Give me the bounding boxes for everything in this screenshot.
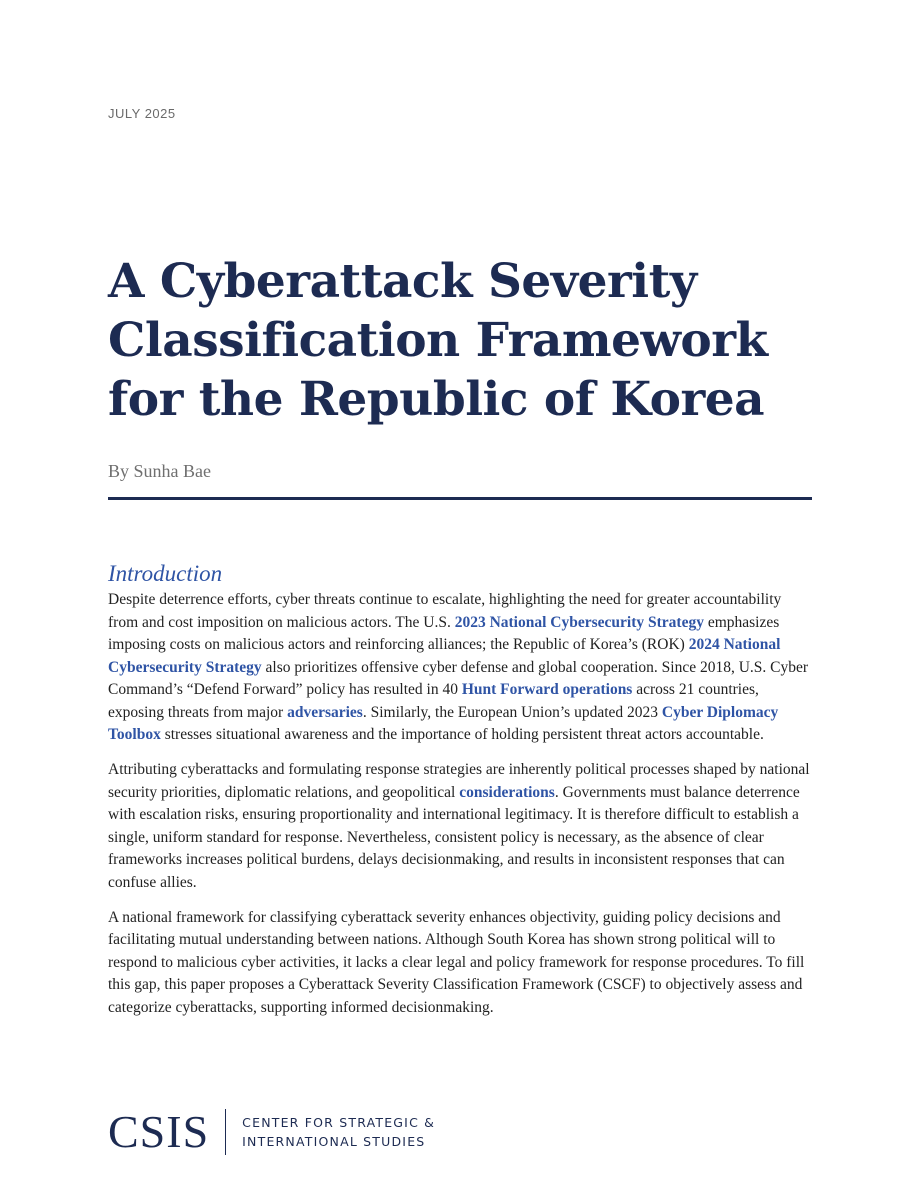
section-heading: Introduction <box>108 561 223 586</box>
paragraph-1 <box>108 589 814 747</box>
paragraph-3: A national framework for classifying cyberattack severity enhances objectivity, guiding policy decisions and facilitating mutual understanding between nations. Although South Korea has shown strong political will to respond to malicious cyber activities, it lacks a clear legal and policy framework for response procedures. To fill this gap, this paper proposes a Cyberattack Severity Classification Framework (CSCF) to objectively assess and categorize cyberattacks, supporting informed decisionmaking. <box>108 908 805 1016</box>
title-divider <box>108 497 812 500</box>
link-cyber-diplomacy-toolbox[interactable]: Cyber Diplomacy Toolbox <box>108 703 779 743</box>
page-title <box>108 252 828 429</box>
article-body <box>108 589 814 1032</box>
paragraph-2 <box>108 759 814 894</box>
paragraph-text: . Governments must balance deterrence with escalation risks, ensuring proportionality and international legitimacy. It is therefore difficult to establish a single, uniform standard for response. Nevertheless, consistent policy is necessary, as the absence of clear frameworks increases political burdens, delays decisionmaking, and results in inconsistent responses that can confuse allies. <box>108 783 800 891</box>
link-hunt-forward-operations[interactable]: Hunt Forward operations <box>461 681 633 698</box>
title-line: A Cyberattack Severity <box>108 254 697 309</box>
paragraph-text: emphasizes imposing costs on malicious actors and reinforcing alliances; the Republic of Korea’s (ROK) <box>108 613 780 653</box>
csis-wordmark: CSIS <box>108 1106 210 1157</box>
link-2023-national-cybersecurity-strategy[interactable]: 2023 National Cybersecurity Strategy <box>454 613 704 631</box>
title-line: Classification Framework <box>108 313 768 368</box>
paragraph-text: stresses situational awareness and the importance of holding persistent threat actors accountable. <box>160 726 764 743</box>
organization-name <box>242 1113 435 1151</box>
org-name-line: CENTER FOR STRATEGIC & <box>242 1115 436 1130</box>
link-2024-national-cybersecurity-strategy[interactable]: 2024 National Cybersecurity Strategy <box>108 636 781 676</box>
csis-logo <box>108 1107 435 1157</box>
link-considerations[interactable]: considerations <box>459 783 555 801</box>
paragraph-text: Attributing cyberattacks and formulating response strategies are inherently political processes shaped by national security priorities, diplomatic relations, and geopolitical <box>108 761 810 801</box>
org-name-line: INTERNATIONAL STUDIES <box>242 1134 426 1149</box>
link-adversaries[interactable]: adversaries <box>287 703 363 721</box>
paragraph-text: across 21 countries, exposing threats from major <box>108 681 759 721</box>
paragraph-text: also prioritizes offensive cyber defense and global cooperation. Since 2018, U.S. Cyber Command’s “Defend Forward” policy has resulted in 40 <box>108 658 809 698</box>
paragraph-text: . Similarly, the European Union’s updated 2023 <box>362 703 662 721</box>
author-byline: By Sunha Bae <box>108 461 211 481</box>
paragraph-text: Despite deterrence efforts, cyber threats continue to escalate, highlighting the need for greater accountability from and cost imposition on malicious actors. The U.S. <box>108 591 782 631</box>
logo-divider <box>225 1109 226 1155</box>
title-line: for the Republic of Korea <box>108 372 765 427</box>
publication-date: JULY 2025 <box>108 106 176 121</box>
